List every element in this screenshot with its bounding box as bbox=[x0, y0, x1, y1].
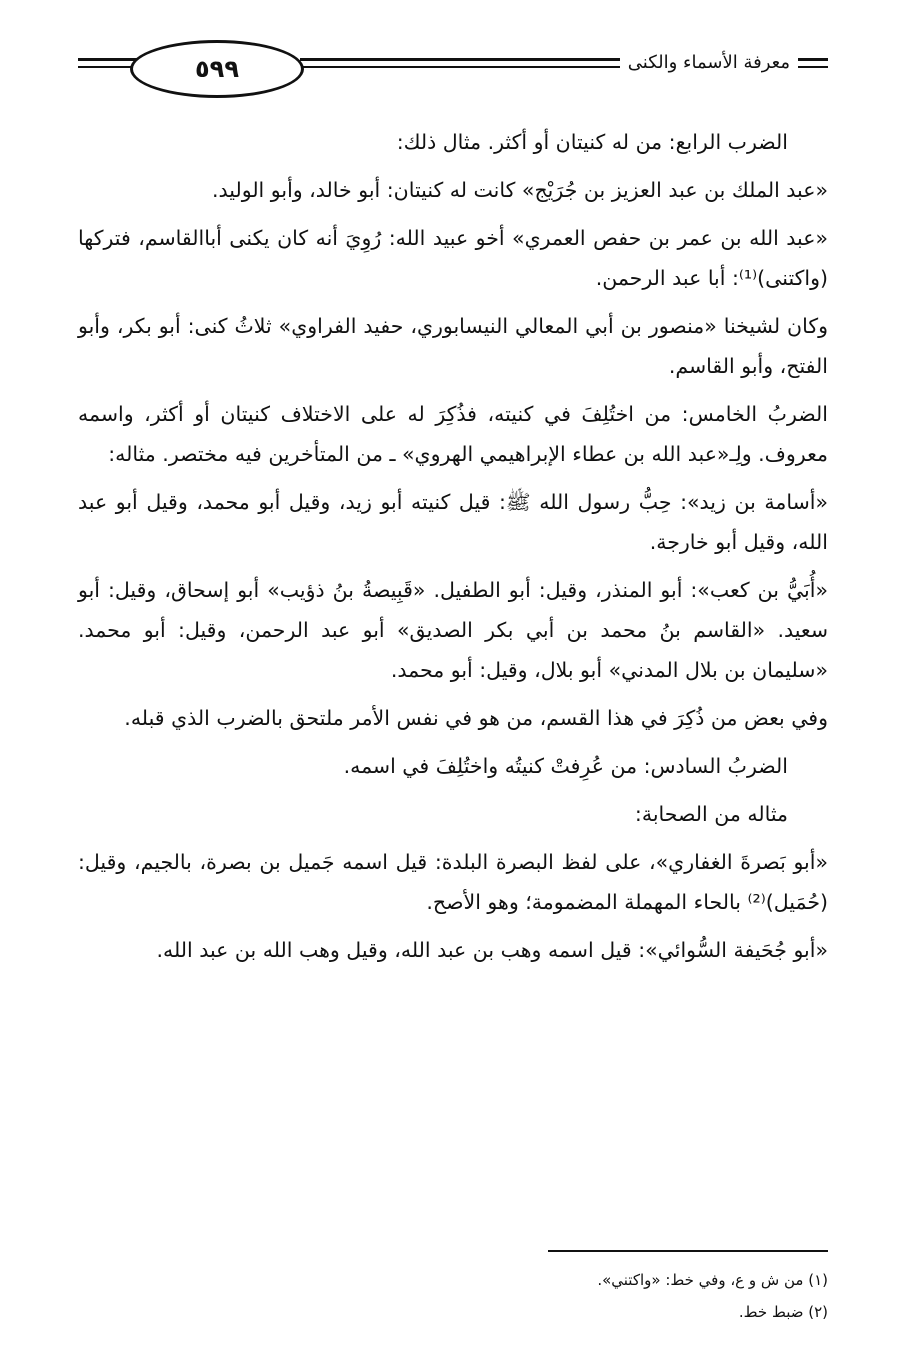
footnote: (١) من ش و ع، وفي خط: «واكتني». bbox=[597, 1271, 828, 1289]
paragraph: مثاله من الصحابة: bbox=[634, 802, 788, 826]
page-header bbox=[78, 40, 828, 98]
footnote-separator bbox=[548, 1250, 828, 1252]
header-rule-left-thin bbox=[78, 66, 138, 68]
paragraph: «عبد الملك بن عبد العزيز بن جُرَيْج» كانت له كنيتان: أبو خالد، وأبو الوليد. bbox=[212, 178, 828, 202]
paragraph: «أسامة بن زيد»: حِبُّ رسول الله ﷺ: قيل كنيته أبو زيد، وقيل أبو محمد، وقيل أبو عبد الله، وقيل أبو خارجة. bbox=[78, 490, 828, 554]
paragraph: الضرب الرابع: من له كنيتان أو أكثر. مثال ذلك: bbox=[396, 130, 788, 154]
paragraph: الضربُ الخامس: من اختُلِفَ في كنيته، فذُكِرَ له على الاختلاف كنيتان أو أكثر، واسمه معروف. ولِـ«عبد الله بن عطاء الإبراهيمي الهروي» ـ من المتأخرين فيه مختصر. مثاله: bbox=[78, 402, 828, 466]
paragraph: «أبو جُحَيفة السُّوائي»: قيل اسمه وهب بن عبد الله، وقيل وهب الله بن عبد الله. bbox=[156, 938, 828, 962]
footnote: (٢) ضبط خط. bbox=[738, 1303, 828, 1321]
page-number: ٥٩٩ bbox=[130, 40, 304, 98]
running-title: معرفة الأسماء والكنى bbox=[620, 52, 798, 73]
paragraph: وكان لشيخنا «منصور بن أبي المعالي النيسابوري، حفيد الفراوي» ثلاثُ كنى: أبو بكر، وأبو الفتح، وأبو القاسم. bbox=[78, 314, 828, 378]
paragraph: «عبد الله بن عمر بن حفص العمري» أخو عبيد الله: رُوِيَ أنه كان يكنى أباالقاسم، فتركها (واكتنى)⁽¹⁾: أبا عبد الرحمن. bbox=[78, 226, 828, 290]
paragraph: الضربُ السادس: من عُرِفتْ كنيتُه واختُلِفَ في اسمه. bbox=[343, 754, 788, 778]
paragraph: «أُبَيُّ بن كعب»: أبو المنذر، وقيل: أبو الطفيل. «قَبِيصةُ بنُ ذؤيب» أبو إسحاق، وقيل: أبو سعيد. «القاسم بنُ محمد بن أبي بكر الصديق» أبو عبد الرحمن، وقيل: أبو محمد. «سليمان بن بلال المدني» أبو بلال، وقيل: أبو محمد. bbox=[78, 578, 828, 682]
paragraph: وفي بعض من ذُكِرَ في هذا القسم، من هو في نفس الأمر ملتحق بالضرب الذي قبله. bbox=[124, 706, 828, 730]
main-text bbox=[78, 122, 828, 978]
paragraph: «أبو بَصرةَ الغفاري»، على لفظ البصرة البلدة: قيل اسمه جَميل بن بصرة، بالجيم، وقيل: (حُمَيل)⁽²⁾ بالحاء المهملة المضمومة؛ وهو الأصح. bbox=[78, 850, 828, 914]
header-rule-left bbox=[78, 58, 138, 61]
footnotes bbox=[78, 1264, 828, 1328]
